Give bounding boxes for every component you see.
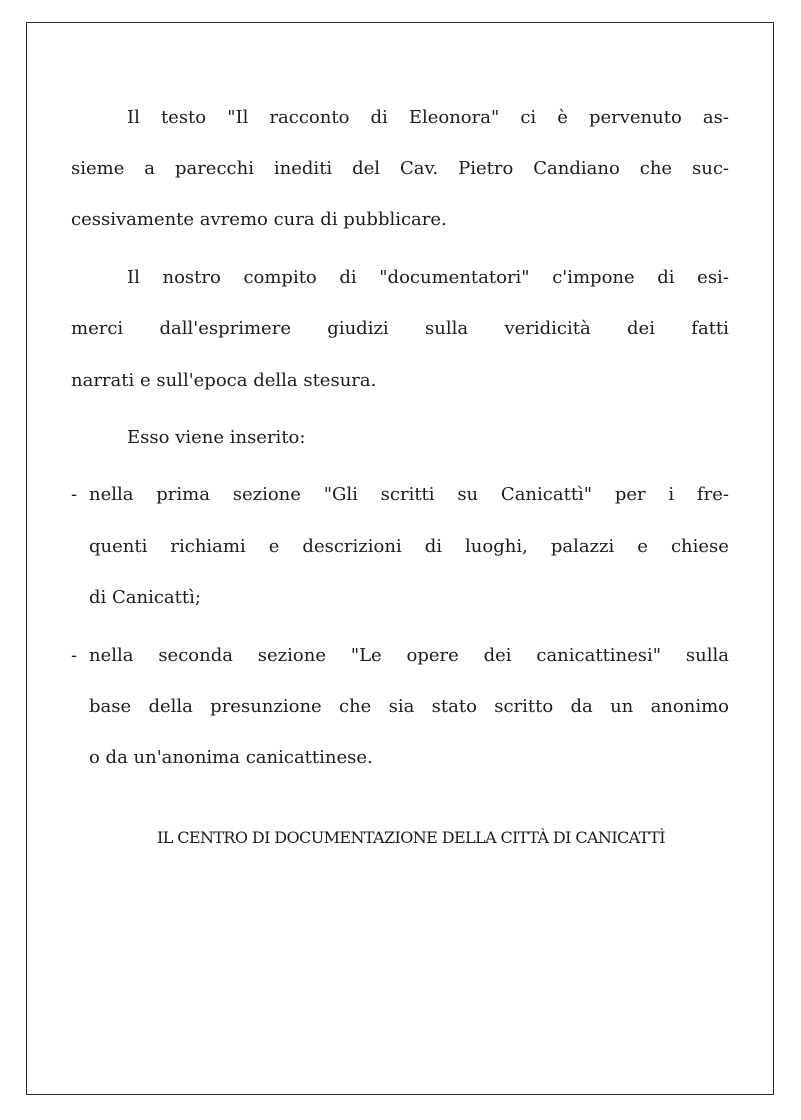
list-item-2-line <box>89 695 729 719</box>
word: Il <box>127 107 140 128</box>
word: scritti <box>380 484 435 505</box>
word: da <box>570 696 593 717</box>
word: Canicattì" <box>500 484 593 505</box>
word: inediti <box>273 158 333 179</box>
word: merci <box>71 318 124 339</box>
list-bullet-dash: - <box>71 484 78 505</box>
word: palazzi <box>550 536 615 557</box>
word: e <box>637 536 648 557</box>
word: che <box>639 158 673 179</box>
word: Pietro <box>458 158 514 179</box>
paragraph-1-line <box>71 157 729 181</box>
word: del <box>352 158 381 179</box>
word: anonimo <box>650 696 729 717</box>
word: un <box>610 696 634 717</box>
word: scritto <box>494 696 554 717</box>
word: veridicità <box>504 318 591 339</box>
word: descrizioni <box>302 536 402 557</box>
word: base <box>89 696 132 717</box>
word: seconda <box>158 645 233 666</box>
word: as- <box>702 107 729 128</box>
word: su <box>457 484 479 505</box>
paragraph-3-line: Esso viene inserito: <box>127 427 306 448</box>
word: fre- <box>696 484 729 505</box>
paragraph-2-line: narrati e sull'epoca della stesura. <box>71 370 377 391</box>
word: presunzione <box>210 696 322 717</box>
word: prima <box>156 484 210 505</box>
paragraph-2-line <box>71 317 729 341</box>
word: i <box>668 484 675 505</box>
word: stato <box>431 696 477 717</box>
word: richiami <box>170 536 246 557</box>
word: esi- <box>697 267 729 288</box>
word: di <box>339 267 357 288</box>
word: fatti <box>691 318 729 339</box>
word: parecchi <box>174 158 254 179</box>
word: testo <box>160 107 207 128</box>
word: pervenuto <box>588 107 682 128</box>
word: di <box>657 267 675 288</box>
list-item-2-line <box>89 644 729 668</box>
word: sulla <box>685 645 729 666</box>
word: che <box>339 696 372 717</box>
word: quenti <box>89 536 148 557</box>
word: canicattinesi" <box>536 645 662 666</box>
word: e <box>268 536 280 557</box>
word: della <box>148 696 193 717</box>
word: di <box>370 107 388 128</box>
word: nella <box>89 484 134 505</box>
word: opere <box>406 645 459 666</box>
list-item-1-line: di Canicattì; <box>89 587 201 608</box>
word: è <box>557 107 568 128</box>
word: Eleonora" <box>408 107 500 128</box>
signature: IL CENTRO DI DOCUMENTAZIONE DELLA CITTÀ DI CANICATTÌ <box>157 828 665 847</box>
word: nostro <box>162 267 221 288</box>
word: racconto <box>269 107 350 128</box>
word: sieme <box>71 158 125 179</box>
word: sezione <box>232 484 301 505</box>
word: sulla <box>425 318 469 339</box>
word: chiese <box>670 536 729 557</box>
word: sia <box>388 696 415 717</box>
list-item-2-line: o da un'anonima canicattinese. <box>89 747 373 768</box>
word: di <box>424 536 442 557</box>
word: "Il <box>227 107 249 128</box>
word: per <box>614 484 646 505</box>
word: sezione <box>257 645 326 666</box>
word: "Le <box>350 645 382 666</box>
word: c'impone <box>552 267 635 288</box>
word: dall'esprimere <box>159 318 291 339</box>
list-bullet-dash: - <box>71 645 78 666</box>
list-item-1-line <box>89 483 729 507</box>
word: suc- <box>692 158 729 179</box>
word: Il <box>127 267 140 288</box>
paragraph-2-line <box>127 266 729 290</box>
word: ci <box>520 107 537 128</box>
word: nella <box>89 645 134 666</box>
paragraph-1-line <box>127 106 729 130</box>
list-item-1-line <box>89 535 729 559</box>
word: luoghi, <box>465 536 528 557</box>
word: giudizi <box>327 318 389 339</box>
word: "documentatori" <box>379 267 530 288</box>
word: dei <box>483 645 512 666</box>
word: Candiano <box>533 158 620 179</box>
word: dei <box>627 318 655 339</box>
word: a <box>144 158 156 179</box>
word: Cav. <box>399 158 439 179</box>
word: compito <box>243 267 317 288</box>
word: "Gli <box>323 484 358 505</box>
paragraph-1-line: cessivamente avremo cura di pubblicare. <box>71 209 447 230</box>
